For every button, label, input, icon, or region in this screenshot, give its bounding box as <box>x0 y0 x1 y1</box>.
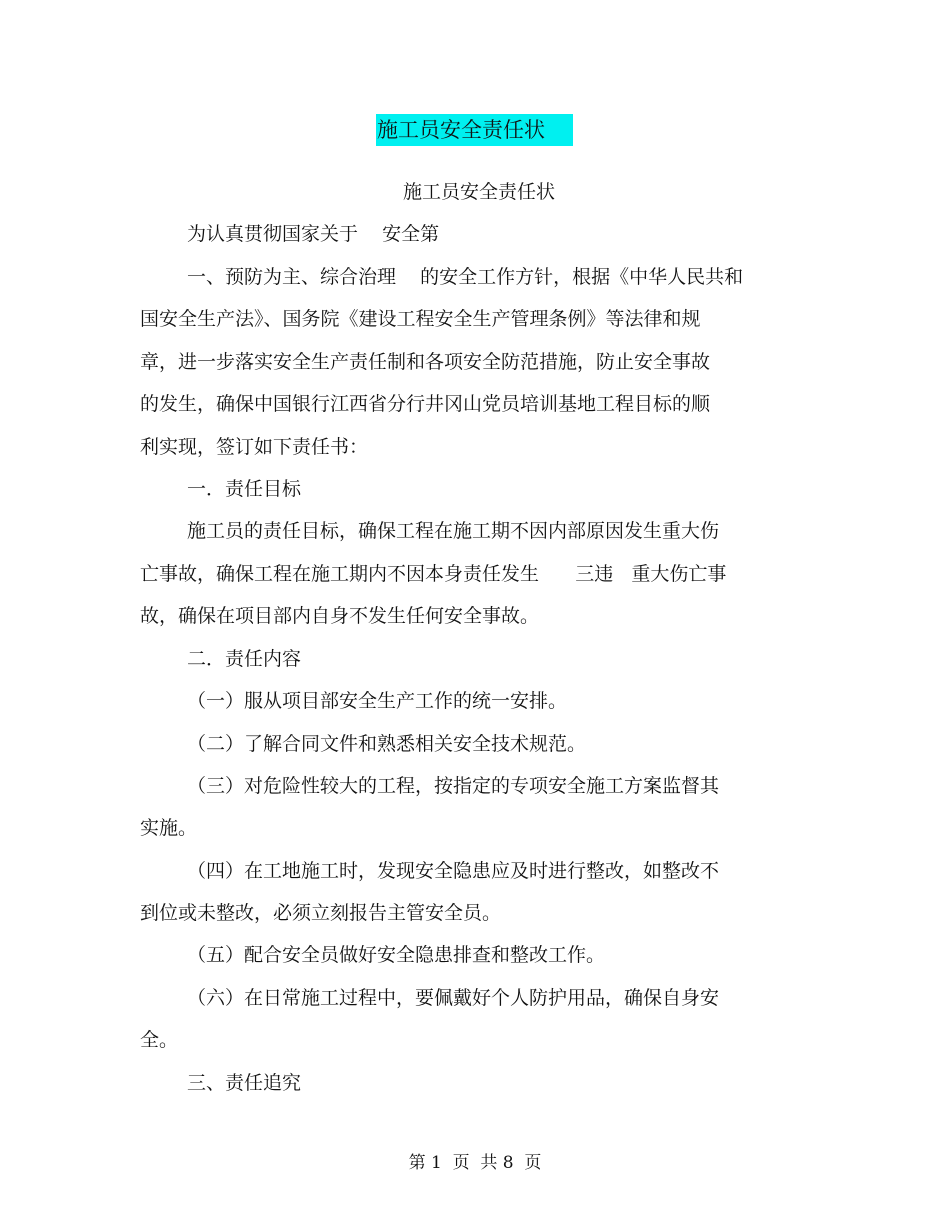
section-heading-1: 一．责任目标 <box>187 478 302 500</box>
body-line-9: 故，确保在项目部内自身不发生任何安全事故。 <box>140 605 540 627</box>
list-item-1: （一）服从项目部安全生产工作的统一安排。 <box>187 690 568 712</box>
body-line-1: 为认真贯彻国家关于 安全第 <box>187 223 440 245</box>
list-item-3-cont: 实施。 <box>140 817 198 839</box>
list-item-4-cont: 到位或未整改，必须立刻报告主管安全员。 <box>140 902 502 924</box>
list-item-3: （三）对危险性较大的工程，按指定的专项安全施工方案监督其 <box>187 775 720 797</box>
body-line-5: 的发生，确保中国银行江西省分行井冈山党员培训基地工程目标的顺 <box>140 393 711 415</box>
document-subtitle: 施工员安全责任状 <box>402 181 555 203</box>
list-item-2: （二）了解合同文件和熟悉相关安全技术规范。 <box>187 733 587 755</box>
body-line-4: 章，进一步落实安全生产责任制和各项安全防范措施，防止安全事故 <box>140 351 711 373</box>
body-line-6: 利实现，签订如下责任书： <box>140 436 369 458</box>
section-heading-2: 二．责任内容 <box>187 648 302 670</box>
body-line-8: 亡事故，确保工程在施工期内不因本身责任发生 三违 重大伤亡事 <box>140 563 727 585</box>
list-item-4: （四）在工地施工时，发现安全隐患应及时进行整改，如整改不 <box>187 860 720 882</box>
list-item-6: （六）在日常施工过程中，要佩戴好个人防护用品，确保自身安 <box>187 987 720 1009</box>
body-line-2: 一、预防为主、综合治理 的安全工作方针，根据《中华人民共和 <box>187 266 744 288</box>
body-line-7: 施工员的责任目标，确保工程在施工期不因内部原因发生重大伤 <box>187 520 720 542</box>
body-line-3: 国安全生产法》、国务院《建设工程安全生产管理条例》等法律和规 <box>140 308 701 330</box>
section-heading-3: 三、责任追究 <box>187 1072 302 1094</box>
list-item-5: （五）配合安全员做好安全隐患排查和整改工作。 <box>187 944 606 966</box>
page-number-footer: 第 1 页 共 8 页 <box>408 1153 542 1173</box>
highlighted-title: 施工员安全责任状 <box>376 114 573 146</box>
list-item-6-cont: 全。 <box>140 1029 179 1051</box>
